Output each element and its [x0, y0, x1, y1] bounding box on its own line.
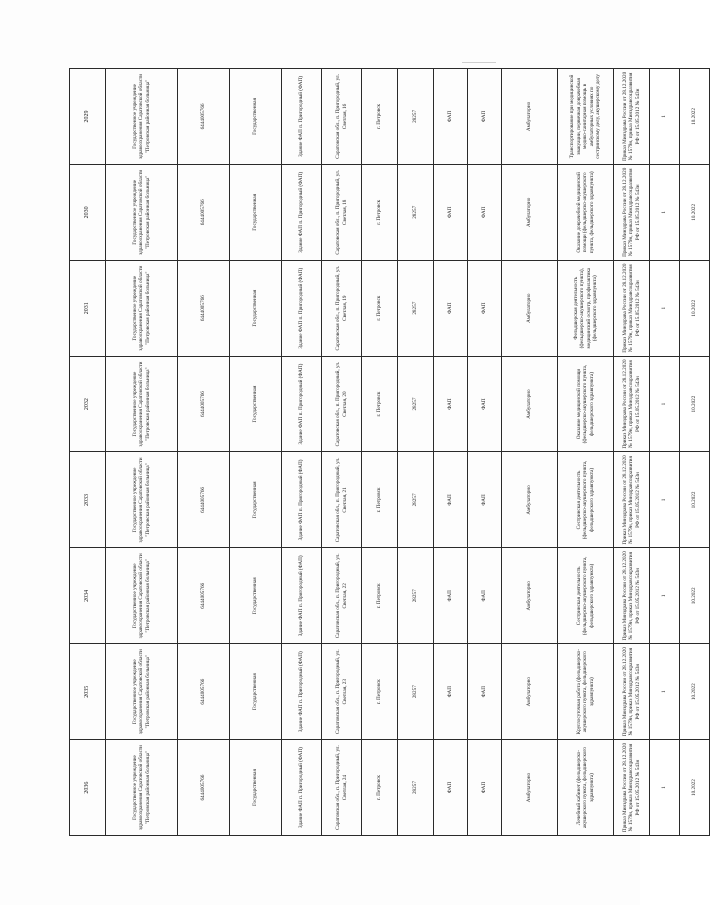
table-cell-address: Саратовская обл., п. Пригородный, ул. Светлая, 21: [322, 452, 362, 548]
table-cell-count: 1: [650, 69, 680, 165]
table-cell-activity: Сестринская деятельность (фельдшерско-акушерского пункта, фельдшерского здравпункта): [558, 548, 614, 644]
table-cell-unit: Здание ФАП п. Пригородный (ФАП): [282, 548, 322, 644]
table-cell-locality: г. Петровск: [362, 356, 398, 452]
table-cell-count: 1: [650, 356, 680, 452]
table-cell-unit: Здание ФАП п. Пригородный (ФАП): [282, 69, 322, 165]
table-cell-type1: ФАП: [434, 356, 468, 452]
table-cell-address: Саратовская обл., п. Пригородный, ул. Светлая, 23: [322, 644, 362, 740]
table-row-unit: [282, 69, 322, 836]
table-cell-inn: 6444005766: [178, 164, 230, 260]
table-cell-org: Государственное учреждение здравоохранения Саратовской области "Петровская районная больница": [106, 548, 178, 644]
table-cell-inn: 6444005766: [178, 69, 230, 165]
table-cell-unit: Здание ФАП п. Пригородный (ФАП): [282, 452, 322, 548]
table-cell-index: 28257: [398, 740, 434, 836]
table-cell-ownership: Государственная: [230, 260, 282, 356]
table-cell-date: 10.2022: [680, 452, 710, 548]
table-row-inn: [178, 69, 230, 836]
table-cell-activity: Транспортирование при медицинской эвакуации, первичная доврачебная медико-санитарная помощь в амбулаторных условиях по сестринскому делу, акушерскому делу: [558, 69, 614, 165]
table-cell-id: 2030: [70, 164, 106, 260]
table-cell-unit: Здание ФАП п. Пригородный (ФАП): [282, 356, 322, 452]
table-cell-inn: 6444005766: [178, 548, 230, 644]
table-cell-date: 10.2022: [680, 260, 710, 356]
table-cell-ownership: Государственная: [230, 69, 282, 165]
table-cell-type1: ФАП: [434, 164, 468, 260]
table-row-address: [322, 69, 362, 836]
table-cell-care: Амбулаторно: [502, 260, 558, 356]
table-row-basis: [614, 69, 650, 836]
table-cell-type2: ФАП: [468, 740, 502, 836]
table-cell-type1: ФАП: [434, 548, 468, 644]
table-cell-id: 2036: [70, 740, 106, 836]
table-cell-type2: ФАП: [468, 356, 502, 452]
table-cell-index: 28257: [398, 260, 434, 356]
table-cell-unit: Здание ФАП п. Пригородный (ФАП): [282, 164, 322, 260]
table-cell-id: 2031: [70, 260, 106, 356]
table-cell-date: 10.2022: [680, 740, 710, 836]
table-cell-ownership: Государственная: [230, 452, 282, 548]
table-cell-locality: г. Петровск: [362, 69, 398, 165]
table-cell-address: Саратовская обл., п. Пригородный, ул. Светлая, 16: [322, 69, 362, 165]
table-cell-unit: Здание ФАП п. Пригородный (ФАП): [282, 260, 322, 356]
table-row-index: [398, 69, 434, 836]
table-cell-locality: г. Петровск: [362, 452, 398, 548]
table-cell-index: 28257: [398, 644, 434, 740]
table-row-type2: [468, 69, 502, 836]
table-cell-org: Государственное учреждение здравоохранения Саратовской области "Петровская районная больница": [106, 740, 178, 836]
table-cell-ownership: Государственная: [230, 164, 282, 260]
table-row-care: [502, 69, 558, 836]
table-cell-count: 1: [650, 260, 680, 356]
table-cell-address: Саратовская обл., п. Пригородный, ул. Светлая, 19: [322, 260, 362, 356]
table-row-id: [70, 69, 106, 836]
table-cell-type2: ФАП: [468, 452, 502, 548]
table-cell-basis: Приказ Минздрава России от 28.12.2020 № 1579н, приказ Минздравсоцразвития РФ от 15.05.2012 № 543н: [614, 69, 650, 165]
table-cell-type1: ФАП: [434, 260, 468, 356]
table-cell-basis: Приказ Минздрава России от 28.12.2020 № 1579н, приказ Минздравсоцразвития РФ от 15.05.2012 № 543н: [614, 548, 650, 644]
table-cell-activity: Оказание доврачебной медицинской помощи (фельдшерско-акушерского пункта, фельдшерского здравпункта): [558, 164, 614, 260]
table-cell-care: Амбулаторно: [502, 740, 558, 836]
table-cell-locality: г. Петровск: [362, 644, 398, 740]
table-cell-org: Государственное учреждение здравоохранения Саратовской области "Петровская районная больница": [106, 69, 178, 165]
table-cell-date: 10.2022: [680, 164, 710, 260]
table-cell-activity: Лечебный кабинет (фельдшерско-акушерского пункта, фельдшерского здравпункта): [558, 740, 614, 836]
table-cell-type2: ФАП: [468, 164, 502, 260]
table-cell-care: Амбулаторно: [502, 69, 558, 165]
table-cell-id: 2034: [70, 548, 106, 644]
table-cell-unit: Здание ФАП п. Пригородный (ФАП): [282, 644, 322, 740]
table-cell-type1: ФАП: [434, 740, 468, 836]
table-cell-org: Государственное учреждение здравоохранения Саратовской области "Петровская районная больница": [106, 452, 178, 548]
table-cell-inn: 6444005766: [178, 644, 230, 740]
table-cell-date: 10.2022: [680, 644, 710, 740]
table-cell-care: Амбулаторно: [502, 548, 558, 644]
table-cell-count: 1: [650, 548, 680, 644]
table-cell-id: 2035: [70, 644, 106, 740]
table-cell-type1: ФАП: [434, 69, 468, 165]
table-row-type1: [434, 69, 468, 836]
table-cell-locality: г. Петровск: [362, 548, 398, 644]
table-cell-type1: ФАП: [434, 452, 468, 548]
table-cell-address: Саратовская обл., п. Пригородный, ул. Светлая, 24: [322, 740, 362, 836]
table-row-locality: [362, 69, 398, 836]
table-cell-id: 2032: [70, 356, 106, 452]
table-cell-activity: Оказание медицинской помощи (фельдшерско-акушерского пункта, фельдшерского здравпункта): [558, 356, 614, 452]
table-cell-inn: 6444005766: [178, 356, 230, 452]
table-cell-id: 2033: [70, 452, 106, 548]
table-cell-address: Саратовская обл., п. Пригородный, ул. Светлая, 18: [322, 164, 362, 260]
table-cell-basis: Приказ Минздрава России от 28.12.2020 № 1579н, приказ Минздравсоцразвития РФ от 15.05.2012 № 543н: [614, 260, 650, 356]
scan-artifact: [462, 62, 496, 63]
table-cell-type2: ФАП: [468, 69, 502, 165]
table-cell-basis: Приказ Минздрава России от 28.12.2020 № 1579н, приказ Минздравсоцразвития РФ от 15.05.2012 № 543н: [614, 164, 650, 260]
table-cell-index: 28257: [398, 548, 434, 644]
table-cell-id: 2029: [70, 69, 106, 165]
table-cell-type2: ФАП: [468, 644, 502, 740]
table-cell-activity: Сестринская деятельность (фельдшерско-акушерского пункта, фельдшерского здравпункта): [558, 452, 614, 548]
table-cell-index: 28257: [398, 69, 434, 165]
table-cell-locality: г. Петровск: [362, 260, 398, 356]
table-cell-care: Амбулаторно: [502, 164, 558, 260]
table-cell-activity: Фельдшерская деятельность (фельдшерско-акушерского пункта), медицинский осмотр, профилактика (фельдшерского здравпункта): [558, 260, 614, 356]
table-cell-care: Амбулаторно: [502, 452, 558, 548]
table-cell-org: Государственное учреждение здравоохранения Саратовской области "Петровская районная больница": [106, 260, 178, 356]
table-cell-locality: г. Петровск: [362, 164, 398, 260]
table-cell-index: 28257: [398, 356, 434, 452]
table-cell-type2: ФАП: [468, 548, 502, 644]
table-cell-count: 1: [650, 740, 680, 836]
table-cell-basis: Приказ Минздрава России от 28.12.2020 № 1579н, приказ Минздравсоцразвития РФ от 15.05.2012 № 543н: [614, 740, 650, 836]
table-row-org: [106, 69, 178, 836]
table-cell-org: Государственное учреждение здравоохранения Саратовской области "Петровская районная больница": [106, 644, 178, 740]
table-cell-inn: 6444005766: [178, 260, 230, 356]
table-cell-date: 10.2022: [680, 69, 710, 165]
table-cell-date: 10.2022: [680, 548, 710, 644]
table-cell-org: Государственное учреждение здравоохранения Саратовской области "Петровская районная больница": [106, 164, 178, 260]
table-cell-address: Саратовская обл., п. Пригородный, ул. Светлая, 20: [322, 356, 362, 452]
table-cell-type2: ФАП: [468, 260, 502, 356]
table-cell-locality: г. Петровск: [362, 740, 398, 836]
table-cell-type1: ФАП: [434, 644, 468, 740]
table-cell-ownership: Государственная: [230, 740, 282, 836]
register-table-rotated: [69, 68, 698, 836]
table-row-activity: [558, 69, 614, 836]
table-cell-basis: Приказ Минздрава России от 28.12.2020 № 1579н, приказ Минздравсоцразвития РФ от 15.05.2012 № 543н: [614, 356, 650, 452]
table-cell-basis: Приказ Минздрава России от 28.12.2020 № 1579н, приказ Минздравсоцразвития РФ от 15.05.2012 № 543н: [614, 644, 650, 740]
table-cell-basis: Приказ Минздрава России от 28.12.2020 № 1579н, приказ Минздравсоцразвития РФ от 15.05.2012 № 543н: [614, 452, 650, 548]
table-cell-index: 28257: [398, 164, 434, 260]
table-row-count: [650, 69, 680, 836]
table-row-date: [680, 69, 710, 836]
table-cell-activity: Круглосуточная работа (фельдшерско-акушерского пункта, фельдшерского здравпункта): [558, 644, 614, 740]
table-cell-count: 1: [650, 452, 680, 548]
table-cell-inn: 6444005766: [178, 452, 230, 548]
table-cell-count: 1: [650, 644, 680, 740]
table-cell-ownership: Государственная: [230, 356, 282, 452]
table-cell-address: Саратовская обл., п. Пригородный, ул. Светлая, 22: [322, 548, 362, 644]
register-table: [69, 68, 710, 836]
table-cell-ownership: Государственная: [230, 548, 282, 644]
table-cell-care: Амбулаторно: [502, 356, 558, 452]
table-cell-inn: 6444005766: [178, 740, 230, 836]
table-cell-org: Государственное учреждение здравоохранения Саратовской области "Петровская районная больница": [106, 356, 178, 452]
table-cell-ownership: Государственная: [230, 644, 282, 740]
table-row-ownership: [230, 69, 282, 836]
table-cell-unit: Здание ФАП п. Пригородный (ФАП): [282, 740, 322, 836]
register-table-body: [70, 69, 710, 836]
table-cell-care: Амбулаторно: [502, 644, 558, 740]
table-cell-date: 10.2022: [680, 356, 710, 452]
table-cell-index: 28257: [398, 452, 434, 548]
table-cell-count: 1: [650, 164, 680, 260]
